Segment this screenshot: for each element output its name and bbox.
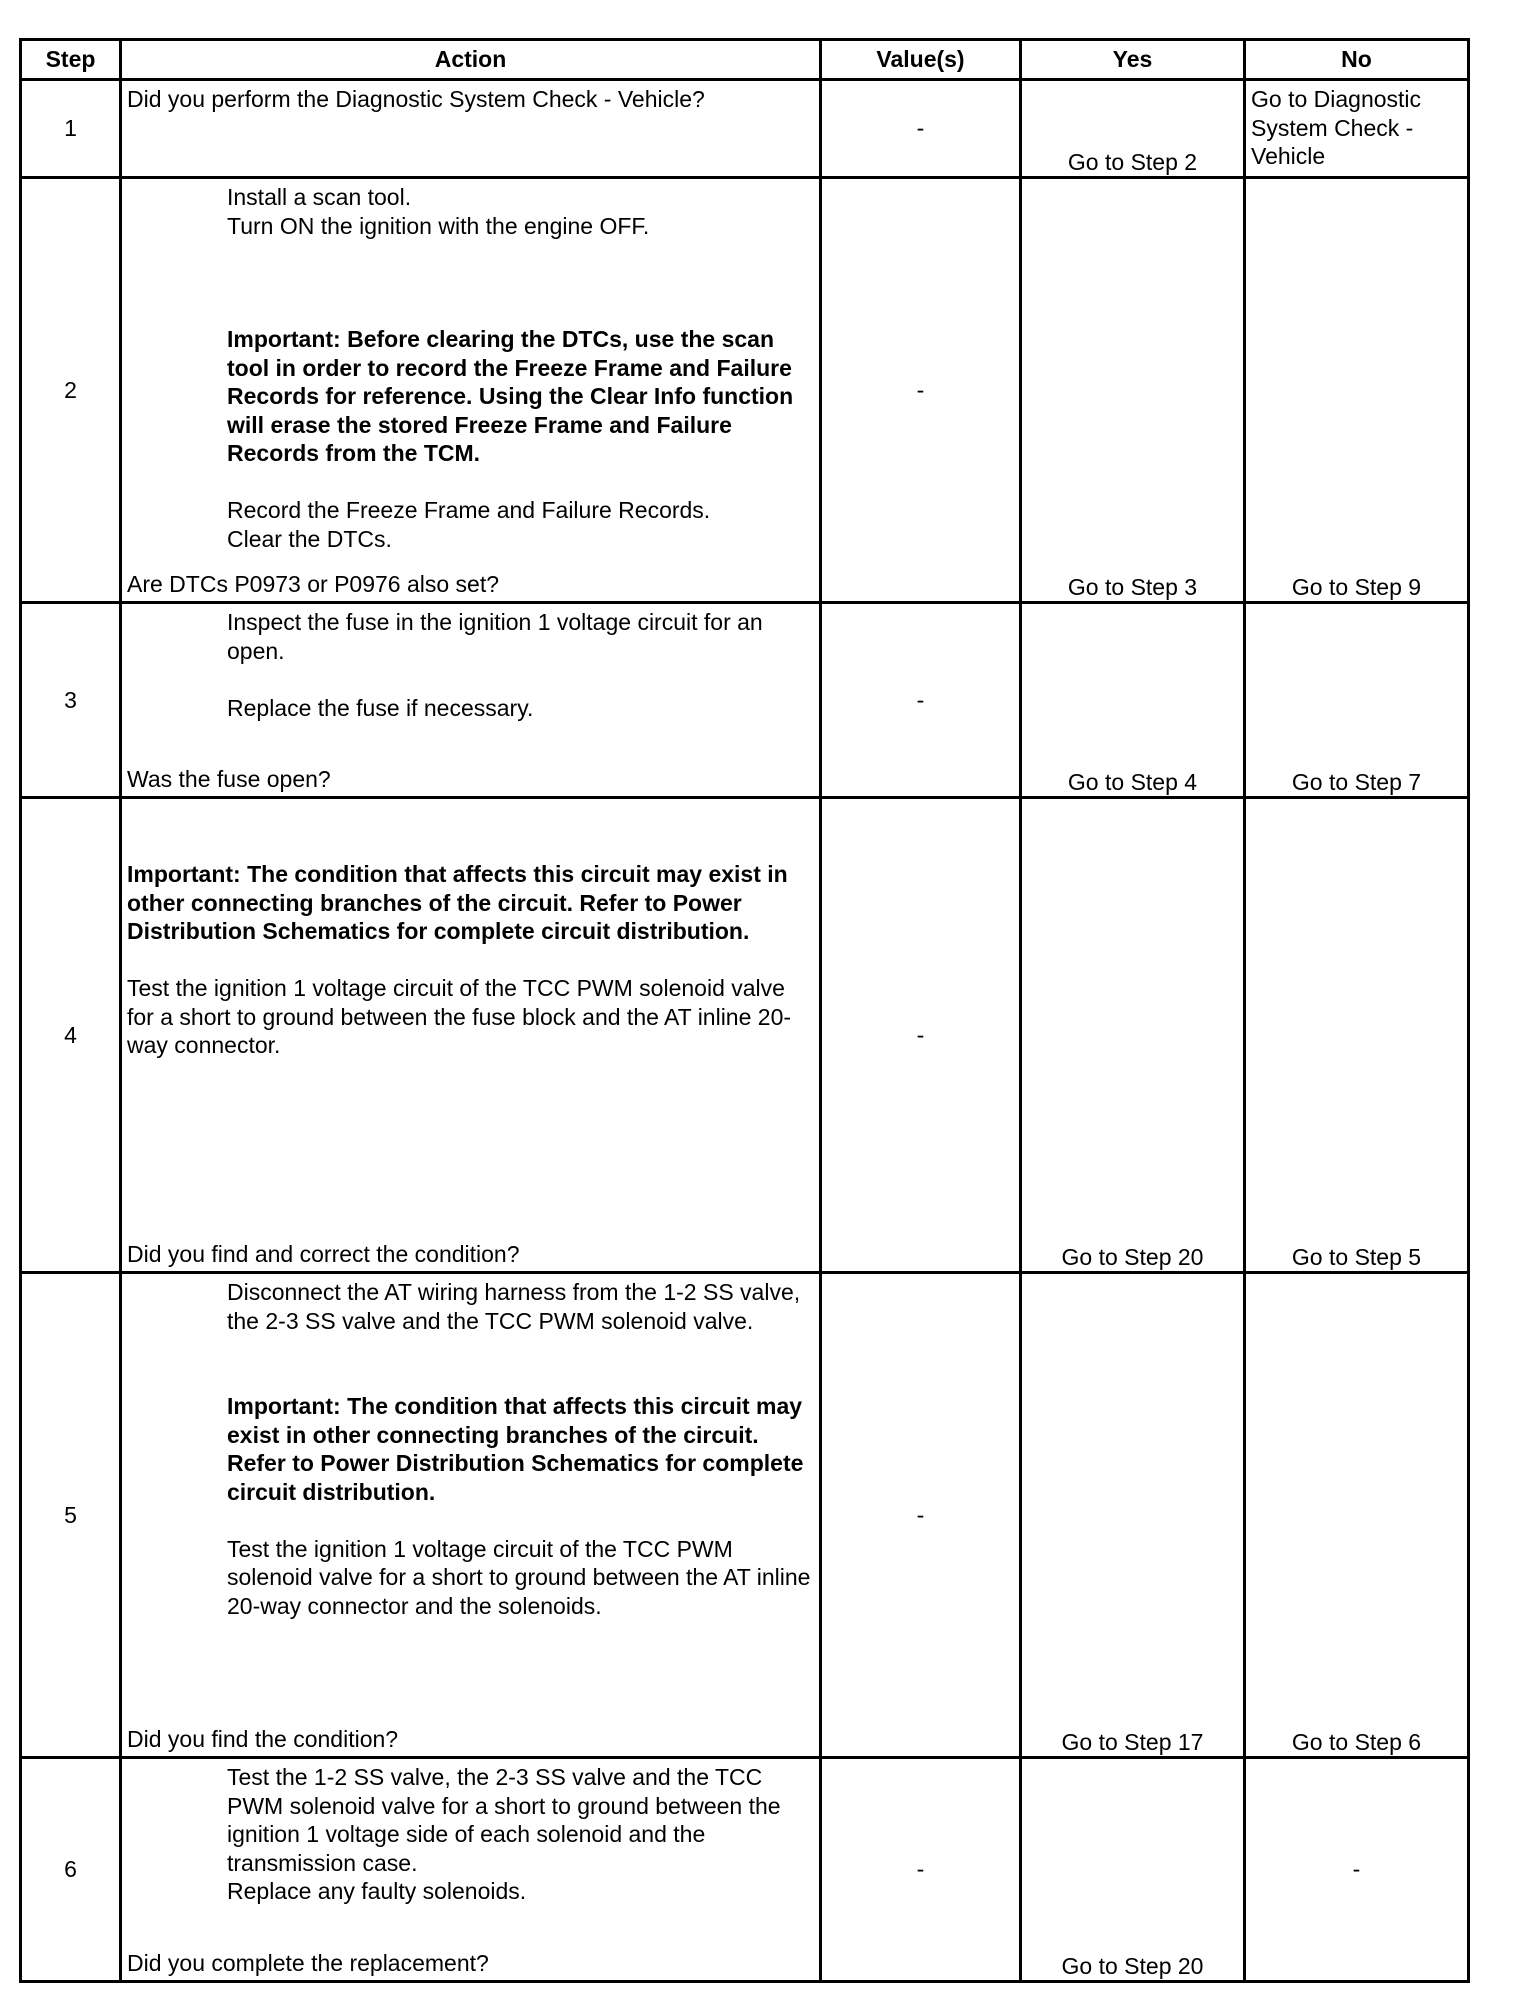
step-number: 6: [21, 1758, 121, 1982]
value-cell: -: [821, 80, 1021, 178]
value-cell: -: [821, 1758, 1021, 1982]
table-row: [21, 798, 1469, 1273]
action-line: Record the Freeze Frame and Failure Records.: [227, 497, 711, 523]
no-result: Go to Step 7: [1291, 768, 1422, 795]
value-cell: -: [821, 1273, 1021, 1758]
header-yes: Yes: [1021, 40, 1245, 80]
action-question: Are DTCs P0973 or P0976 also set?: [127, 570, 500, 597]
no-result: Go to Diagnostic System Check - Vehicle: [1251, 86, 1422, 169]
yes-cell: [1021, 798, 1245, 1273]
action-question: Was the fuse open?: [127, 765, 331, 792]
action-question: Did you perform the Diagnostic System Check - Vehicle?: [127, 86, 705, 112]
header-row: [21, 40, 1469, 80]
no-cell: [1245, 1273, 1469, 1758]
yes-cell: [1021, 80, 1245, 178]
table-row: [21, 603, 1469, 798]
header-action: Action: [121, 40, 821, 80]
table-row: [21, 1758, 1469, 1982]
action-cell: [121, 1758, 821, 1982]
yes-result: Go to Step 20: [1061, 1243, 1204, 1270]
action-cell: [121, 798, 821, 1273]
header-values: Value(s): [821, 40, 1021, 80]
action-line: Test the ignition 1 voltage circuit of the TCC PWM solenoid valve for a short to ground between the AT inline 20-way connector and the solenoids.: [227, 1535, 811, 1619]
value-cell: -: [821, 178, 1021, 603]
yes-cell: [1021, 603, 1245, 798]
table-row: [21, 80, 1469, 178]
table-row: [21, 1273, 1469, 1758]
step-number: 3: [21, 603, 121, 798]
header-step: Step: [21, 40, 121, 80]
step-number: 4: [21, 798, 121, 1273]
action-cell: [121, 178, 821, 603]
action-question: Did you find and correct the condition?: [127, 1240, 520, 1267]
important-note: Important: The condition that affects this circuit may exist in other connecting branches of the circuit. Refer to Power Distribution Schematics for complete circuit distribution.: [227, 1393, 804, 1505]
no-cell: -: [1245, 1758, 1469, 1982]
action-line: Test the 1-2 SS valve, the 2-3 SS valve and the TCC PWM solenoid valve for a short to ground between the ignition 1 voltage side of each solenoid and the transmission case.: [227, 1764, 781, 1876]
action-question: Did you complete the replacement?: [127, 1949, 489, 1976]
no-cell: [1245, 603, 1469, 798]
header-no: No: [1245, 40, 1469, 80]
action-line: Replace any faulty solenoids.: [227, 1878, 527, 1904]
yes-result: Go to Step 20: [1061, 1952, 1204, 1979]
value-cell: -: [821, 603, 1021, 798]
action-question: Did you find the condition?: [127, 1725, 399, 1752]
important-note: Important: The condition that affects this circuit may exist in other connecting branches of the circuit. Refer to Power Distribution Schematics for complete circuit distribution.: [127, 861, 788, 944]
action-cell: [121, 603, 821, 798]
action-line: Inspect the fuse in the ignition 1 voltage circuit for an open.: [227, 609, 763, 664]
yes-result: Go to Step 3: [1067, 573, 1198, 600]
no-result: Go to Step 6: [1291, 1728, 1422, 1755]
no-cell: [1245, 178, 1469, 603]
step-number: 1: [21, 80, 121, 178]
action-line: Install a scan tool.: [227, 184, 412, 210]
action-cell: [121, 1273, 821, 1758]
diagnostic-table: [19, 38, 1470, 1983]
value-cell: -: [821, 798, 1021, 1273]
action-line: Turn ON the ignition with the engine OFF.: [227, 212, 650, 239]
action-line: Disconnect the AT wiring harness from the 1-2 SS valve, the 2-3 SS valve and the TCC PWM solenoid valve.: [227, 1279, 801, 1334]
table-row: [21, 178, 1469, 603]
no-cell: [1245, 80, 1469, 178]
action-cell: [121, 80, 821, 178]
no-result: Go to Step 5: [1291, 1243, 1422, 1270]
yes-cell: [1021, 1758, 1245, 1982]
important-note: Important: Before clearing the DTCs, use the scan tool in order to record the Freeze Frame and Failure Records for reference. Using the Clear Info function will erase the stored Freeze Frame and Failure Records from the TCM.: [227, 326, 794, 466]
action-line: Clear the DTCs.: [227, 525, 392, 552]
yes-result: Go to Step 2: [1067, 148, 1198, 175]
step-number: 5: [21, 1273, 121, 1758]
yes-result: Go to Step 4: [1067, 768, 1198, 795]
yes-cell: [1021, 178, 1245, 603]
no-result: Go to Step 9: [1291, 573, 1422, 600]
action-line: Test the ignition 1 voltage circuit of the TCC PWM solenoid valve for a short to ground between the fuse block and the AT inline 20-way connector.: [127, 975, 792, 1058]
no-cell: [1245, 798, 1469, 1273]
yes-cell: [1021, 1273, 1245, 1758]
yes-result: Go to Step 17: [1061, 1728, 1204, 1755]
step-number: 2: [21, 178, 121, 603]
action-line: Replace the fuse if necessary.: [227, 694, 534, 721]
